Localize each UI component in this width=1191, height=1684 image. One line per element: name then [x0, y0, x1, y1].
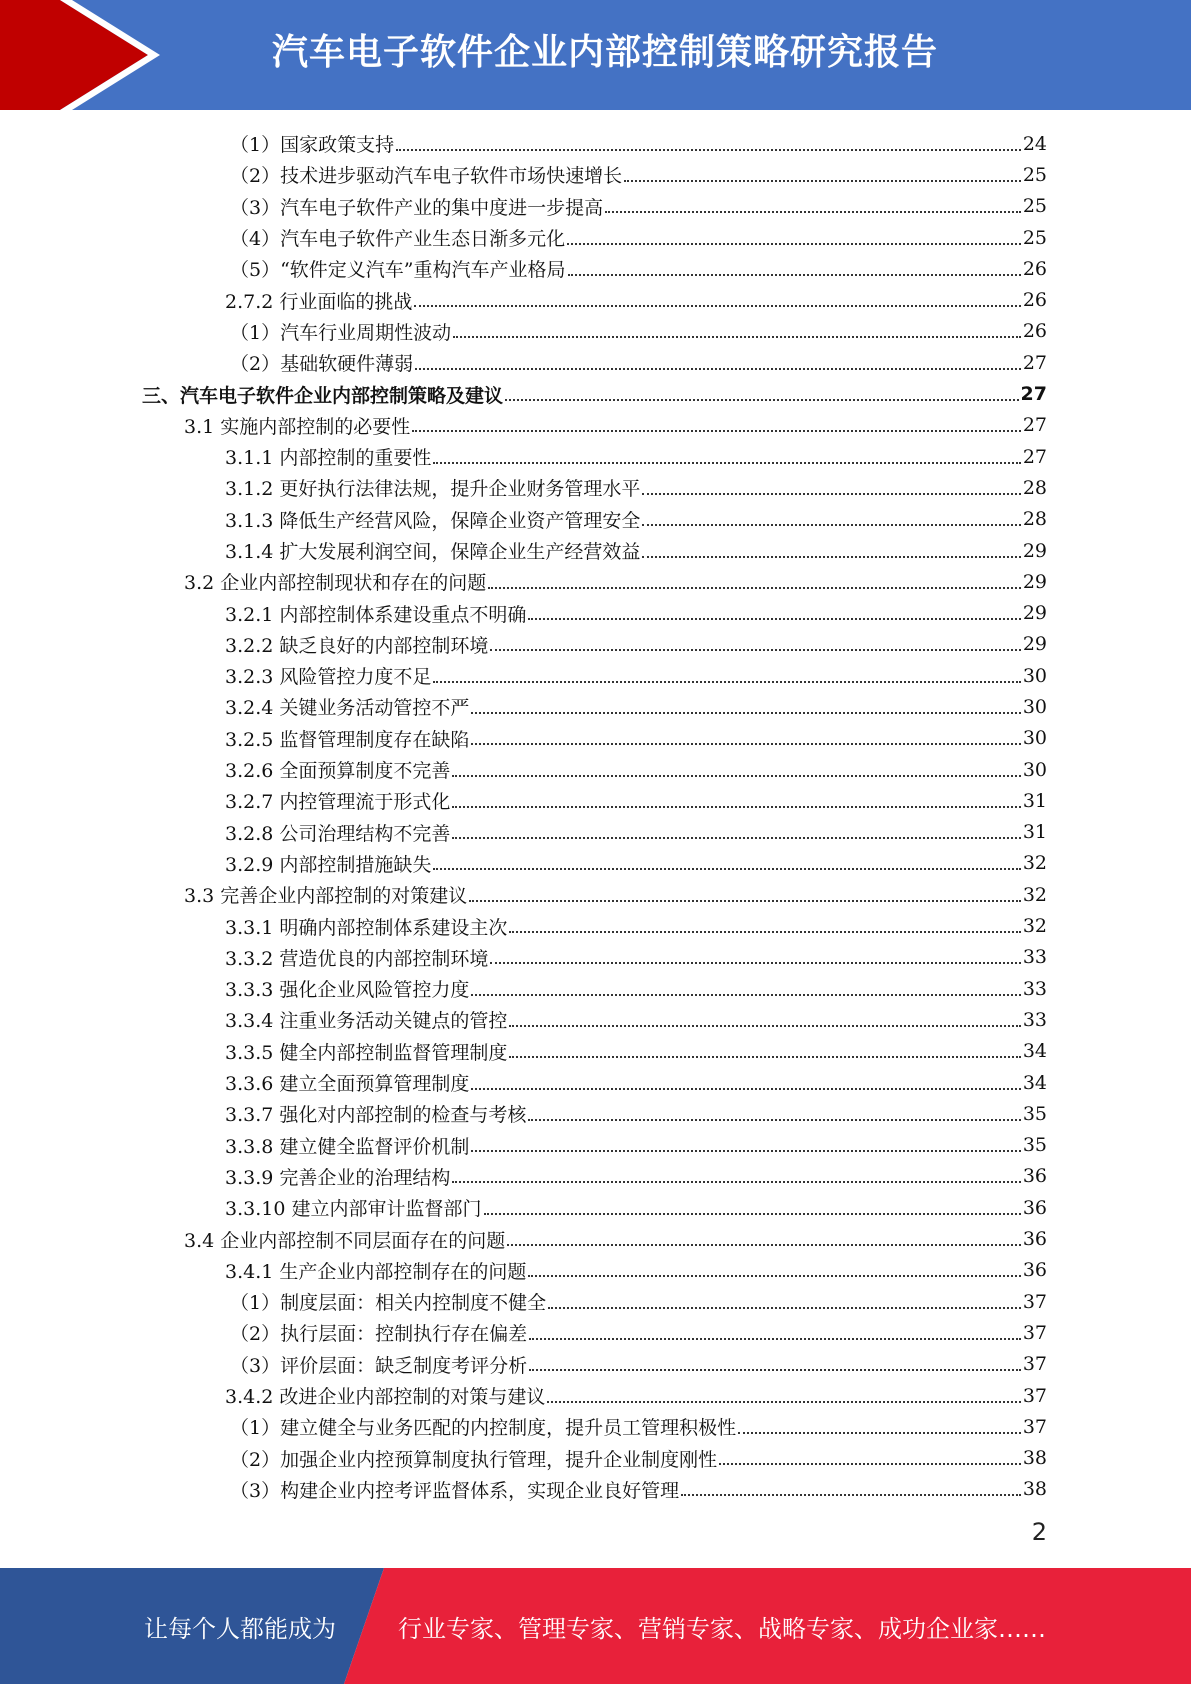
- toc-entry[interactable]: [0, 504, 1191, 535]
- toc-entry[interactable]: [0, 879, 1191, 910]
- toc-entry-label: [230, 1319, 527, 1346]
- toc-entry-number: 3.2.3: [225, 666, 274, 689]
- toc-entry-number: 3.2.2: [225, 634, 274, 657]
- toc-entry[interactable]: [0, 1317, 1191, 1348]
- toc-entry-number: （2）: [230, 1448, 281, 1471]
- toc-entry[interactable]: [0, 1349, 1191, 1380]
- toc-entry-page: 37: [1022, 1290, 1047, 1313]
- toc-entry-number: （1）: [230, 1292, 281, 1315]
- toc-entry-number: （2）: [230, 353, 281, 376]
- toc-entry-page: 33: [1022, 946, 1047, 969]
- toc-entry-number: 3.1.2: [225, 478, 274, 501]
- toc-entry-number: 3.4.2: [225, 1386, 274, 1409]
- toc-dot-leader: [528, 1275, 1020, 1277]
- toc-dot-leader: [505, 399, 1019, 401]
- toc-entry[interactable]: [0, 410, 1191, 441]
- toc-entry-title: 公司治理结构不完善: [279, 822, 451, 845]
- toc-entry-page: 32: [1022, 852, 1047, 875]
- toc-entry-title: 降低生产经营风险，保障企业资产管理安全: [279, 509, 641, 532]
- toc-entry-page: 33: [1022, 1008, 1047, 1031]
- toc-entry[interactable]: [0, 128, 1191, 159]
- toc-entry[interactable]: [0, 1442, 1191, 1473]
- toc-entry-number: 3.1: [184, 415, 215, 438]
- toc-entry-number: 2.7.2: [225, 290, 274, 313]
- toc-entry-label: [225, 725, 469, 752]
- toc-entry[interactable]: [0, 1130, 1191, 1161]
- toc-entry[interactable]: [0, 159, 1191, 190]
- toc-entry-page: 34: [1022, 1071, 1047, 1094]
- toc-entry[interactable]: [0, 1192, 1191, 1223]
- toc-entry-number: 3.3.5: [225, 1041, 274, 1064]
- toc-entry[interactable]: [0, 566, 1191, 597]
- toc-entry[interactable]: [0, 535, 1191, 566]
- toc-entry-title: 技术进步驱动汽车电子软件市场快速增长: [280, 165, 623, 188]
- toc-entry-page: 36: [1022, 1228, 1047, 1251]
- toc-entry-title: 基础软硬件薄弱: [280, 353, 414, 376]
- toc-entry-title: 生产企业内部控制存在的问题: [279, 1260, 527, 1283]
- toc-entry-page: 36: [1022, 1196, 1047, 1219]
- toc-dot-leader: [471, 994, 1020, 996]
- toc-entry-page: 27: [1020, 383, 1047, 406]
- toc-entry-title: 强化对内部控制的检查与考核: [279, 1104, 527, 1127]
- toc-entry-number: 3.2.8: [225, 822, 274, 845]
- toc-entry-label: [225, 1100, 526, 1127]
- toc-dot-leader: [452, 775, 1020, 777]
- toc-entry-title: 行业面临的挑战: [279, 290, 413, 313]
- toc-dot-leader: [415, 368, 1021, 370]
- toc-dot-leader: [452, 806, 1020, 808]
- toc-entry-title: 更好执行法律法规，提升企业财务管理水平: [279, 478, 641, 501]
- toc-entry-label: [230, 349, 413, 376]
- toc-entry[interactable]: [0, 378, 1191, 409]
- toc-entry-page: 35: [1022, 1102, 1047, 1125]
- toc-dot-leader: [509, 1025, 1020, 1027]
- toc-entry-title: 明确内部控制体系建设主次: [279, 916, 508, 939]
- toc-entry[interactable]: [0, 1036, 1191, 1067]
- toc-entry-label: [225, 1163, 450, 1190]
- toc-dot-leader: [605, 211, 1021, 213]
- table-of-contents: [0, 128, 1191, 1505]
- toc-entry-number: 3.4.1: [225, 1260, 274, 1283]
- toc-entry-label: [230, 318, 451, 345]
- toc-entry[interactable]: [0, 973, 1191, 1004]
- toc-entry-label: [225, 756, 450, 783]
- toc-entry-label: [230, 1445, 717, 1472]
- toc-entry-page: 29: [1022, 633, 1047, 656]
- toc-dot-leader: [414, 305, 1020, 307]
- toc-entry-title: 改进企业内部控制的对策与建议: [279, 1386, 546, 1409]
- toc-dot-leader: [509, 931, 1020, 933]
- toc-entry-number: 3.2.5: [225, 728, 274, 751]
- toc-entry-page: 31: [1022, 789, 1047, 812]
- toc-entry-title: 完善企业的治理结构: [279, 1166, 451, 1189]
- toc-entry-label: [230, 1413, 736, 1440]
- toc-entry-title: 企业内部控制现状和存在的问题: [220, 572, 487, 595]
- toc-entry-number: 3.3.1: [225, 916, 274, 939]
- toc-entry-number: （2）: [230, 1323, 281, 1346]
- toc-entry-number: 3.3.9: [225, 1166, 274, 1189]
- toc-entry[interactable]: [0, 222, 1191, 253]
- toc-entry-number: （2）: [230, 165, 281, 188]
- toc-entry-number: 3.2.4: [225, 697, 274, 720]
- toc-entry-page: 38: [1022, 1478, 1047, 1501]
- toc-entry-title: 内部控制的重要性: [279, 447, 432, 470]
- toc-entry-label: [225, 1194, 482, 1221]
- toc-entry-page: 30: [1022, 664, 1047, 687]
- toc-dot-leader: [547, 1401, 1020, 1403]
- toc-entry-number: 3.3.4: [225, 1010, 274, 1033]
- toc-dot-leader: [471, 1150, 1020, 1152]
- toc-entry-page: 29: [1022, 539, 1047, 562]
- toc-entry-label: [225, 600, 526, 627]
- toc-entry-title: 加强企业内控预算制度执行管理，提升企业制度刚性: [280, 1448, 718, 1471]
- toc-entry-label: [230, 193, 603, 220]
- toc-entry-title: 汽车电子软件产业的集中度进一步提高: [280, 196, 604, 219]
- toc-entry-title: 强化企业风险管控力度: [279, 979, 470, 1002]
- toc-entry-number: 3.2.7: [225, 791, 274, 814]
- toc-entry-page: 37: [1022, 1384, 1047, 1407]
- toc-entry-page: 34: [1022, 1040, 1047, 1063]
- toc-entry-number: 3.3.6: [225, 1073, 274, 1096]
- footer-slogan-right: 行业专家、管理专家、营销专家、战略专家、成功企业家……: [398, 1615, 1046, 1643]
- toc-entry-page: 27: [1022, 414, 1047, 437]
- toc-dot-leader: [738, 1432, 1021, 1434]
- toc-entry[interactable]: [0, 253, 1191, 284]
- report-header: [0, 0, 1191, 110]
- toc-entry-label: [225, 443, 431, 470]
- toc-entry-title: 汽车电子软件产业生态日渐多元化: [280, 228, 566, 251]
- toc-entry-number: 3.1.3: [225, 509, 274, 532]
- toc-entry[interactable]: [0, 1004, 1191, 1035]
- toc-entry-title: 缺乏良好的内部控制环境: [279, 634, 489, 657]
- toc-entry[interactable]: [0, 472, 1191, 503]
- toc-dot-leader: [567, 243, 1021, 245]
- toc-entry-label: [184, 568, 486, 595]
- toc-entry-label: [225, 287, 412, 314]
- toc-entry-label: [230, 1476, 679, 1503]
- toc-entry[interactable]: [0, 910, 1191, 941]
- toc-entry-number: （4）: [230, 228, 281, 251]
- toc-entry-page: 27: [1022, 351, 1047, 374]
- toc-dot-leader: [719, 1463, 1021, 1465]
- toc-entry-title: 内部控制体系建设重点不明确: [279, 603, 527, 626]
- toc-entry-page: 25: [1022, 163, 1047, 186]
- toc-entry-title: 内部控制措施缺失: [279, 853, 432, 876]
- toc-dot-leader: [453, 336, 1021, 338]
- toc-entry[interactable]: [0, 629, 1191, 660]
- toc-entry[interactable]: [0, 1286, 1191, 1317]
- toc-entry[interactable]: [0, 1223, 1191, 1254]
- toc-entry-page: 30: [1022, 758, 1047, 781]
- toc-entry-label: [225, 474, 640, 501]
- toc-entry-number: 3.1.4: [225, 541, 274, 563]
- toc-entry-label: [184, 881, 467, 908]
- toc-entry-title: 健全内部控制监督管理制度: [279, 1041, 508, 1064]
- toc-entry[interactable]: [0, 1161, 1191, 1192]
- toc-entry[interactable]: [0, 1380, 1191, 1411]
- toc-entry-label: [225, 850, 431, 877]
- toc-entry-number: 3.2: [184, 572, 215, 595]
- toc-entry-number: 3.3.3: [225, 979, 274, 1002]
- toc-dot-leader: [433, 868, 1020, 870]
- toc-entry[interactable]: [0, 347, 1191, 378]
- toc-entry-number: 3.2.6: [225, 760, 274, 783]
- toc-entry-number: 3.2.1: [225, 603, 274, 626]
- toc-entry-page: 26: [1022, 257, 1047, 280]
- toc-entry-label: [225, 819, 450, 846]
- toc-dot-leader: [433, 681, 1020, 683]
- toc-entry-label: [225, 537, 640, 564]
- toc-dot-leader: [528, 1119, 1020, 1121]
- toc-entry-page: 33: [1022, 977, 1047, 1000]
- toc-entry-label: [230, 1351, 527, 1378]
- toc-entry-number: 3.3.2: [225, 947, 274, 970]
- toc-entry-page: 26: [1022, 289, 1047, 312]
- toc-entry-title: 建立健全监督评价机制: [279, 1135, 470, 1158]
- toc-entry-label: [225, 693, 469, 720]
- toc-entry-title: 建立全面预算管理制度: [279, 1073, 470, 1096]
- toc-entry-page: 30: [1022, 727, 1047, 750]
- toc-entry-title: 营造优良的内部控制环境: [279, 947, 489, 970]
- toc-entry-number: （3）: [230, 196, 281, 219]
- toc-entry-title: 企业内部控制不同层面存在的问题: [220, 1229, 506, 1252]
- toc-entry-label: [225, 787, 450, 814]
- toc-entry-page: 28: [1022, 508, 1047, 531]
- toc-dot-leader: [452, 1181, 1020, 1183]
- toc-dot-leader: [488, 587, 1021, 589]
- toc-entry-number: （1）: [230, 1417, 281, 1440]
- toc-entry-label: [230, 161, 622, 188]
- toc-entry-label: [230, 255, 566, 282]
- toc-dot-leader: [507, 1244, 1021, 1246]
- toc-entry-page: 38: [1022, 1447, 1047, 1470]
- toc-entry-number: （3）: [230, 1479, 281, 1502]
- toc-entry[interactable]: [0, 1067, 1191, 1098]
- toc-entry-title: 完善企业内部控制的对策建议: [220, 885, 468, 908]
- footer-slogan-left: 让每个人都能成为: [144, 1615, 336, 1643]
- toc-entry-number: （5）: [230, 259, 281, 282]
- toc-dot-leader: [548, 1307, 1021, 1309]
- toc-entry-label: [225, 1038, 507, 1065]
- toc-entry-page: 29: [1022, 602, 1047, 625]
- toc-entry[interactable]: [0, 441, 1191, 472]
- toc-entry-label: [225, 975, 469, 1002]
- toc-entry-label: [225, 506, 640, 533]
- toc-entry-page: 24: [1022, 132, 1047, 155]
- toc-entry-page: 37: [1022, 1415, 1047, 1438]
- toc-entry-number: 3.4: [184, 1229, 215, 1252]
- toc-dot-leader: [490, 962, 1020, 964]
- toc-entry-label: [184, 1226, 505, 1253]
- toc-entry-page: 29: [1022, 570, 1047, 593]
- toc-entry-title: “软件定义汽车”重构汽车产业格局: [280, 259, 566, 282]
- toc-entry-page: 37: [1022, 1353, 1047, 1376]
- toc-entry-title: 全面预算制度不完善: [279, 760, 451, 783]
- footer-banner: [0, 1568, 1191, 1684]
- toc-entry-label: [142, 381, 503, 408]
- toc-entry[interactable]: [0, 191, 1191, 222]
- toc-dot-leader: [624, 180, 1021, 182]
- toc-entry-number: 3.1.1: [225, 447, 274, 470]
- toc-dot-leader: [471, 743, 1020, 745]
- toc-entry-page: 25: [1022, 226, 1047, 249]
- toc-dot-leader: [528, 618, 1020, 620]
- toc-entry-label: [225, 1257, 526, 1284]
- toc-entry-number: 3.3.7: [225, 1104, 274, 1127]
- toc-entry-title: 注重业务活动关键点的管控: [279, 1010, 508, 1033]
- toc-entry-page: 25: [1022, 195, 1047, 218]
- toc-entry-page: 27: [1022, 445, 1047, 468]
- toc-entry-label: [225, 944, 488, 971]
- toc-entry-title: 实施内部控制的必要性: [220, 415, 411, 438]
- toc-entry-title: 扩大发展利润空间，保障企业生产经营效益: [279, 541, 641, 563]
- toc-entry-label: [230, 224, 565, 251]
- toc-dot-leader: [568, 274, 1021, 276]
- toc-entry-number: （1）: [230, 134, 281, 157]
- toc-entry-title: 内控管理流于形式化: [279, 791, 451, 814]
- report-title: 汽车电子软件企业内部控制策略研究报告: [271, 32, 938, 73]
- toc-entry[interactable]: [0, 785, 1191, 816]
- toc-entry[interactable]: [0, 691, 1191, 722]
- toc-dot-leader: [490, 649, 1020, 651]
- toc-dot-leader: [529, 1338, 1021, 1340]
- toc-entry-page: 32: [1022, 883, 1047, 906]
- toc-entry-title: 汽车行业周期性波动: [280, 321, 452, 344]
- toc-entry-title: 关键业务活动管控不严: [279, 697, 470, 720]
- toc-entry-label: [225, 662, 431, 689]
- toc-entry-page: 28: [1022, 476, 1047, 499]
- toc-entry[interactable]: [0, 660, 1191, 691]
- toc-entry[interactable]: [0, 848, 1191, 879]
- toc-entry-label: [225, 1006, 507, 1033]
- toc-entry-page: 37: [1022, 1321, 1047, 1344]
- toc-entry-label: [184, 412, 410, 439]
- toc-entry-page: 36: [1022, 1165, 1047, 1188]
- toc-entry[interactable]: [0, 754, 1191, 785]
- toc-dot-leader: [452, 837, 1020, 839]
- toc-entry-page: 35: [1022, 1134, 1047, 1157]
- toc-entry[interactable]: [0, 1098, 1191, 1129]
- toc-dot-leader: [469, 900, 1021, 902]
- toc-entry-page: 32: [1022, 915, 1047, 938]
- toc-entry-number: 3.2.9: [225, 853, 274, 876]
- toc-dot-leader: [642, 493, 1020, 495]
- toc-dot-leader: [509, 1056, 1020, 1058]
- toc-entry-label: [225, 913, 507, 940]
- toc-dot-leader: [433, 462, 1020, 464]
- toc-dot-leader: [681, 1494, 1021, 1496]
- toc-dot-leader: [642, 556, 1020, 558]
- toc-entry-title: 三、汽车电子软件企业内部控制策略及建议: [142, 384, 504, 407]
- toc-dot-leader: [642, 524, 1020, 526]
- toc-entry-title: 国家政策支持: [280, 134, 395, 157]
- toc-entry-title: 风险管控力度不足: [279, 666, 432, 689]
- toc-entry-label: [230, 130, 394, 157]
- toc-entry[interactable]: [0, 723, 1191, 754]
- page-number: 2: [1031, 1518, 1047, 1546]
- toc-entry-title: 评价层面：缺乏制度考评分析: [280, 1354, 528, 1377]
- toc-dot-leader: [484, 1213, 1021, 1215]
- toc-dot-leader: [396, 149, 1021, 151]
- toc-entry-label: [225, 1132, 469, 1159]
- toc-entry-title: 执行层面：控制执行存在偏差: [280, 1323, 528, 1346]
- toc-entry[interactable]: [0, 597, 1191, 628]
- toc-entry-title: 监督管理制度存在缺陷: [279, 728, 470, 751]
- toc-dot-leader: [471, 1088, 1020, 1090]
- toc-entry[interactable]: [0, 284, 1191, 315]
- toc-entry-label: [225, 1069, 469, 1096]
- toc-entry-number: （1）: [230, 321, 281, 344]
- toc-dot-leader: [529, 1369, 1021, 1371]
- toc-entry-page: 36: [1022, 1259, 1047, 1282]
- toc-entry-number: 3.3: [184, 885, 215, 908]
- toc-entry-title: 构建企业内控考评监督体系，实现企业良好管理: [280, 1479, 680, 1502]
- toc-entry[interactable]: [0, 942, 1191, 973]
- toc-entry-label: [225, 631, 488, 658]
- toc-entry[interactable]: [0, 1411, 1191, 1442]
- toc-entry-title: 制度层面：相关内控制度不健全: [280, 1292, 547, 1315]
- toc-entry[interactable]: [0, 817, 1191, 848]
- toc-entry-number: 3.3.10: [225, 1198, 286, 1221]
- toc-entry-title: 建立内部审计监督部门: [291, 1198, 482, 1221]
- toc-entry-page: 26: [1022, 320, 1047, 343]
- toc-entry-number: 3.3.8: [225, 1135, 274, 1158]
- toc-entry-label: [225, 1382, 545, 1409]
- toc-entry[interactable]: [0, 316, 1191, 347]
- toc-entry-label: [230, 1288, 546, 1315]
- toc-dot-leader: [471, 712, 1020, 714]
- toc-entry[interactable]: [0, 1255, 1191, 1286]
- toc-entry[interactable]: [0, 1474, 1191, 1505]
- toc-entry-number: （3）: [230, 1354, 281, 1377]
- toc-entry-page: 30: [1022, 695, 1047, 718]
- toc-entry-page: 31: [1022, 821, 1047, 844]
- toc-entry-title: 建立健全与业务匹配的内控制度，提升员工管理积极性: [280, 1417, 737, 1440]
- toc-dot-leader: [412, 430, 1021, 432]
